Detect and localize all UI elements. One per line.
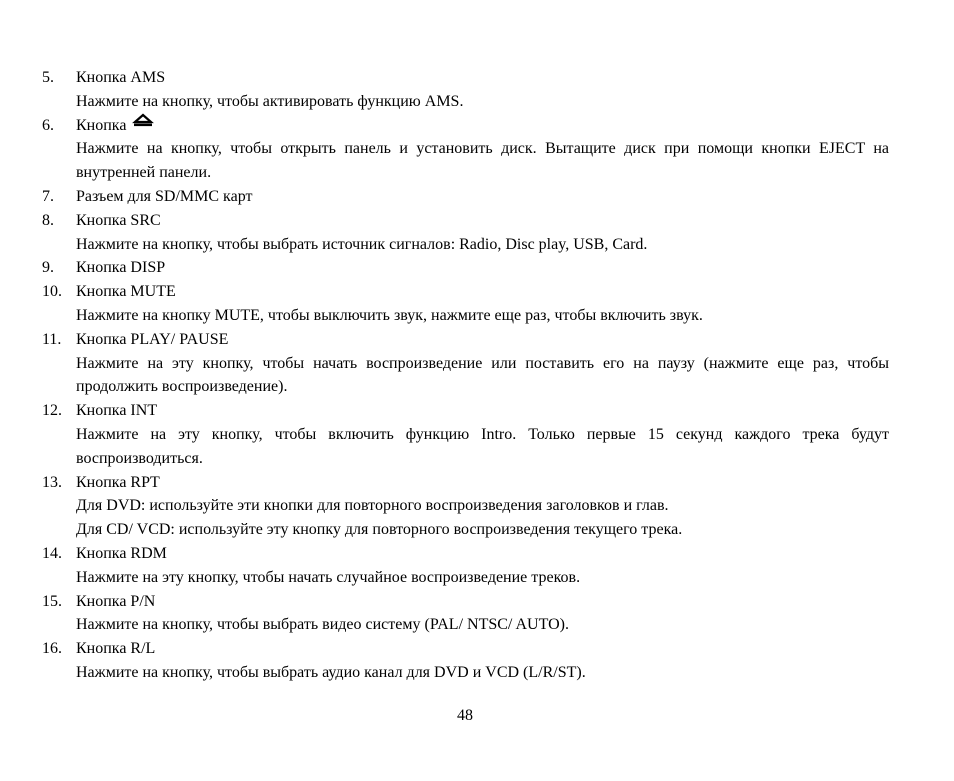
list-item-number: 8. (42, 211, 54, 229)
list-item-heading (0, 590, 954, 614)
list-item-description (0, 423, 889, 471)
list-item-title: Кнопка MUTE (76, 283, 176, 301)
description-paragraph: Нажмите на кнопку, чтобы открыть панель и установить диск. Вытащите диск при помощи кнопки EJECT на внутренней панели. (76, 140, 889, 182)
list-item (0, 280, 954, 328)
list-item-heading (0, 328, 954, 352)
list-item (0, 328, 954, 399)
list-item-number: 14. (42, 544, 62, 562)
list-item-heading (0, 280, 954, 304)
list-item-heading (0, 114, 954, 138)
list-item-title: Кнопка R/L (76, 640, 156, 658)
list-item-number: 9. (42, 259, 54, 277)
description-paragraph: Нажмите на кнопку, чтобы выбрать аудио канал для DVD и VCD (L/R/ST). (76, 663, 586, 681)
list-item-number: 13. (42, 473, 62, 491)
list-item-title: Кнопка RPT (76, 473, 160, 491)
list-item (0, 637, 954, 685)
list-item-number: 6. (42, 116, 54, 134)
list-item-number: 16. (42, 640, 62, 658)
list-item (0, 399, 954, 470)
button-description-list (0, 66, 954, 685)
list-item-title: Кнопка SRC (76, 211, 161, 229)
list-item-heading (0, 471, 954, 495)
eject-icon (132, 111, 154, 135)
description-paragraph: Для CD/ VCD: используйте эту кнопку для повторного воспроизведения текущего трека. (76, 521, 683, 539)
list-item-heading (0, 209, 954, 233)
list-item-heading (0, 66, 954, 90)
description-paragraph: Нажмите на эту кнопку, чтобы начать случайное воспроизведение треков. (76, 568, 581, 586)
list-item-description (0, 613, 889, 637)
list-item-title: Кнопка PLAY/ PAUSE (76, 330, 229, 348)
list-item-title: Кнопка DISP (76, 259, 166, 277)
list-item-description (0, 233, 889, 257)
list-item (0, 185, 954, 209)
list-item-number: 5. (42, 69, 54, 86)
list-item-title: Кнопка (76, 116, 127, 134)
list-item-heading (0, 256, 954, 280)
list-item-description (0, 90, 889, 114)
description-paragraph: Нажмите на кнопку, чтобы выбрать видео систему (PAL/ NTSC/ AUTO). (76, 616, 569, 634)
list-item-description (0, 661, 889, 685)
list-item-heading (0, 637, 954, 661)
list-item-number: 10. (42, 283, 62, 301)
list-item-description (0, 566, 889, 590)
list-item-description (0, 352, 889, 400)
description-paragraph: Нажмите на эту кнопку, чтобы начать воспроизведение или поставить его на паузу (нажмите еще раз, чтобы продолжить воспроизведение). (76, 354, 889, 396)
list-item-title: Кнопка AMS (76, 69, 166, 86)
manual-page (0, 66, 954, 685)
list-item (0, 471, 954, 542)
list-item (0, 114, 954, 185)
description-paragraph: Нажмите на кнопку, чтобы активировать функцию AMS. (76, 92, 464, 110)
list-item-title: Кнопка RDM (76, 544, 167, 562)
list-item-description (0, 494, 889, 542)
list-item-heading (0, 185, 954, 209)
description-paragraph: Для DVD: используйте эти кнопки для повторного воспроизведения заголовков и глав. (76, 497, 669, 515)
list-item (0, 209, 954, 257)
list-item-number: 7. (42, 187, 54, 205)
list-item-title: Разъем для SD/MMC карт (76, 187, 253, 205)
description-paragraph: Нажмите на эту кнопку, чтобы включить функцию Intro. Только первые 15 секунд каждого трека будут воспроизводиться. (76, 425, 889, 467)
description-paragraph: Нажмите на кнопку, чтобы выбрать источник сигналов: Radio, Disc play, USB, Card. (76, 235, 648, 253)
list-item-title: Кнопка P/N (76, 592, 156, 610)
list-item-title: Кнопка INT (76, 402, 158, 420)
list-item (0, 256, 954, 280)
list-item-description (0, 304, 889, 328)
list-item-number: 12. (42, 402, 62, 420)
list-item (0, 542, 954, 590)
list-item-number: 11. (42, 330, 62, 348)
page-number: 48 (457, 707, 473, 724)
description-paragraph: Нажмите на кнопку MUTE, чтобы выключить звук, нажмите еще раз, чтобы включить звук. (76, 306, 703, 324)
list-item (0, 590, 954, 638)
list-item-heading (0, 542, 954, 566)
list-item (0, 66, 954, 114)
list-item-heading (0, 399, 954, 423)
list-item-description (0, 137, 889, 185)
list-item-number: 15. (42, 592, 62, 610)
